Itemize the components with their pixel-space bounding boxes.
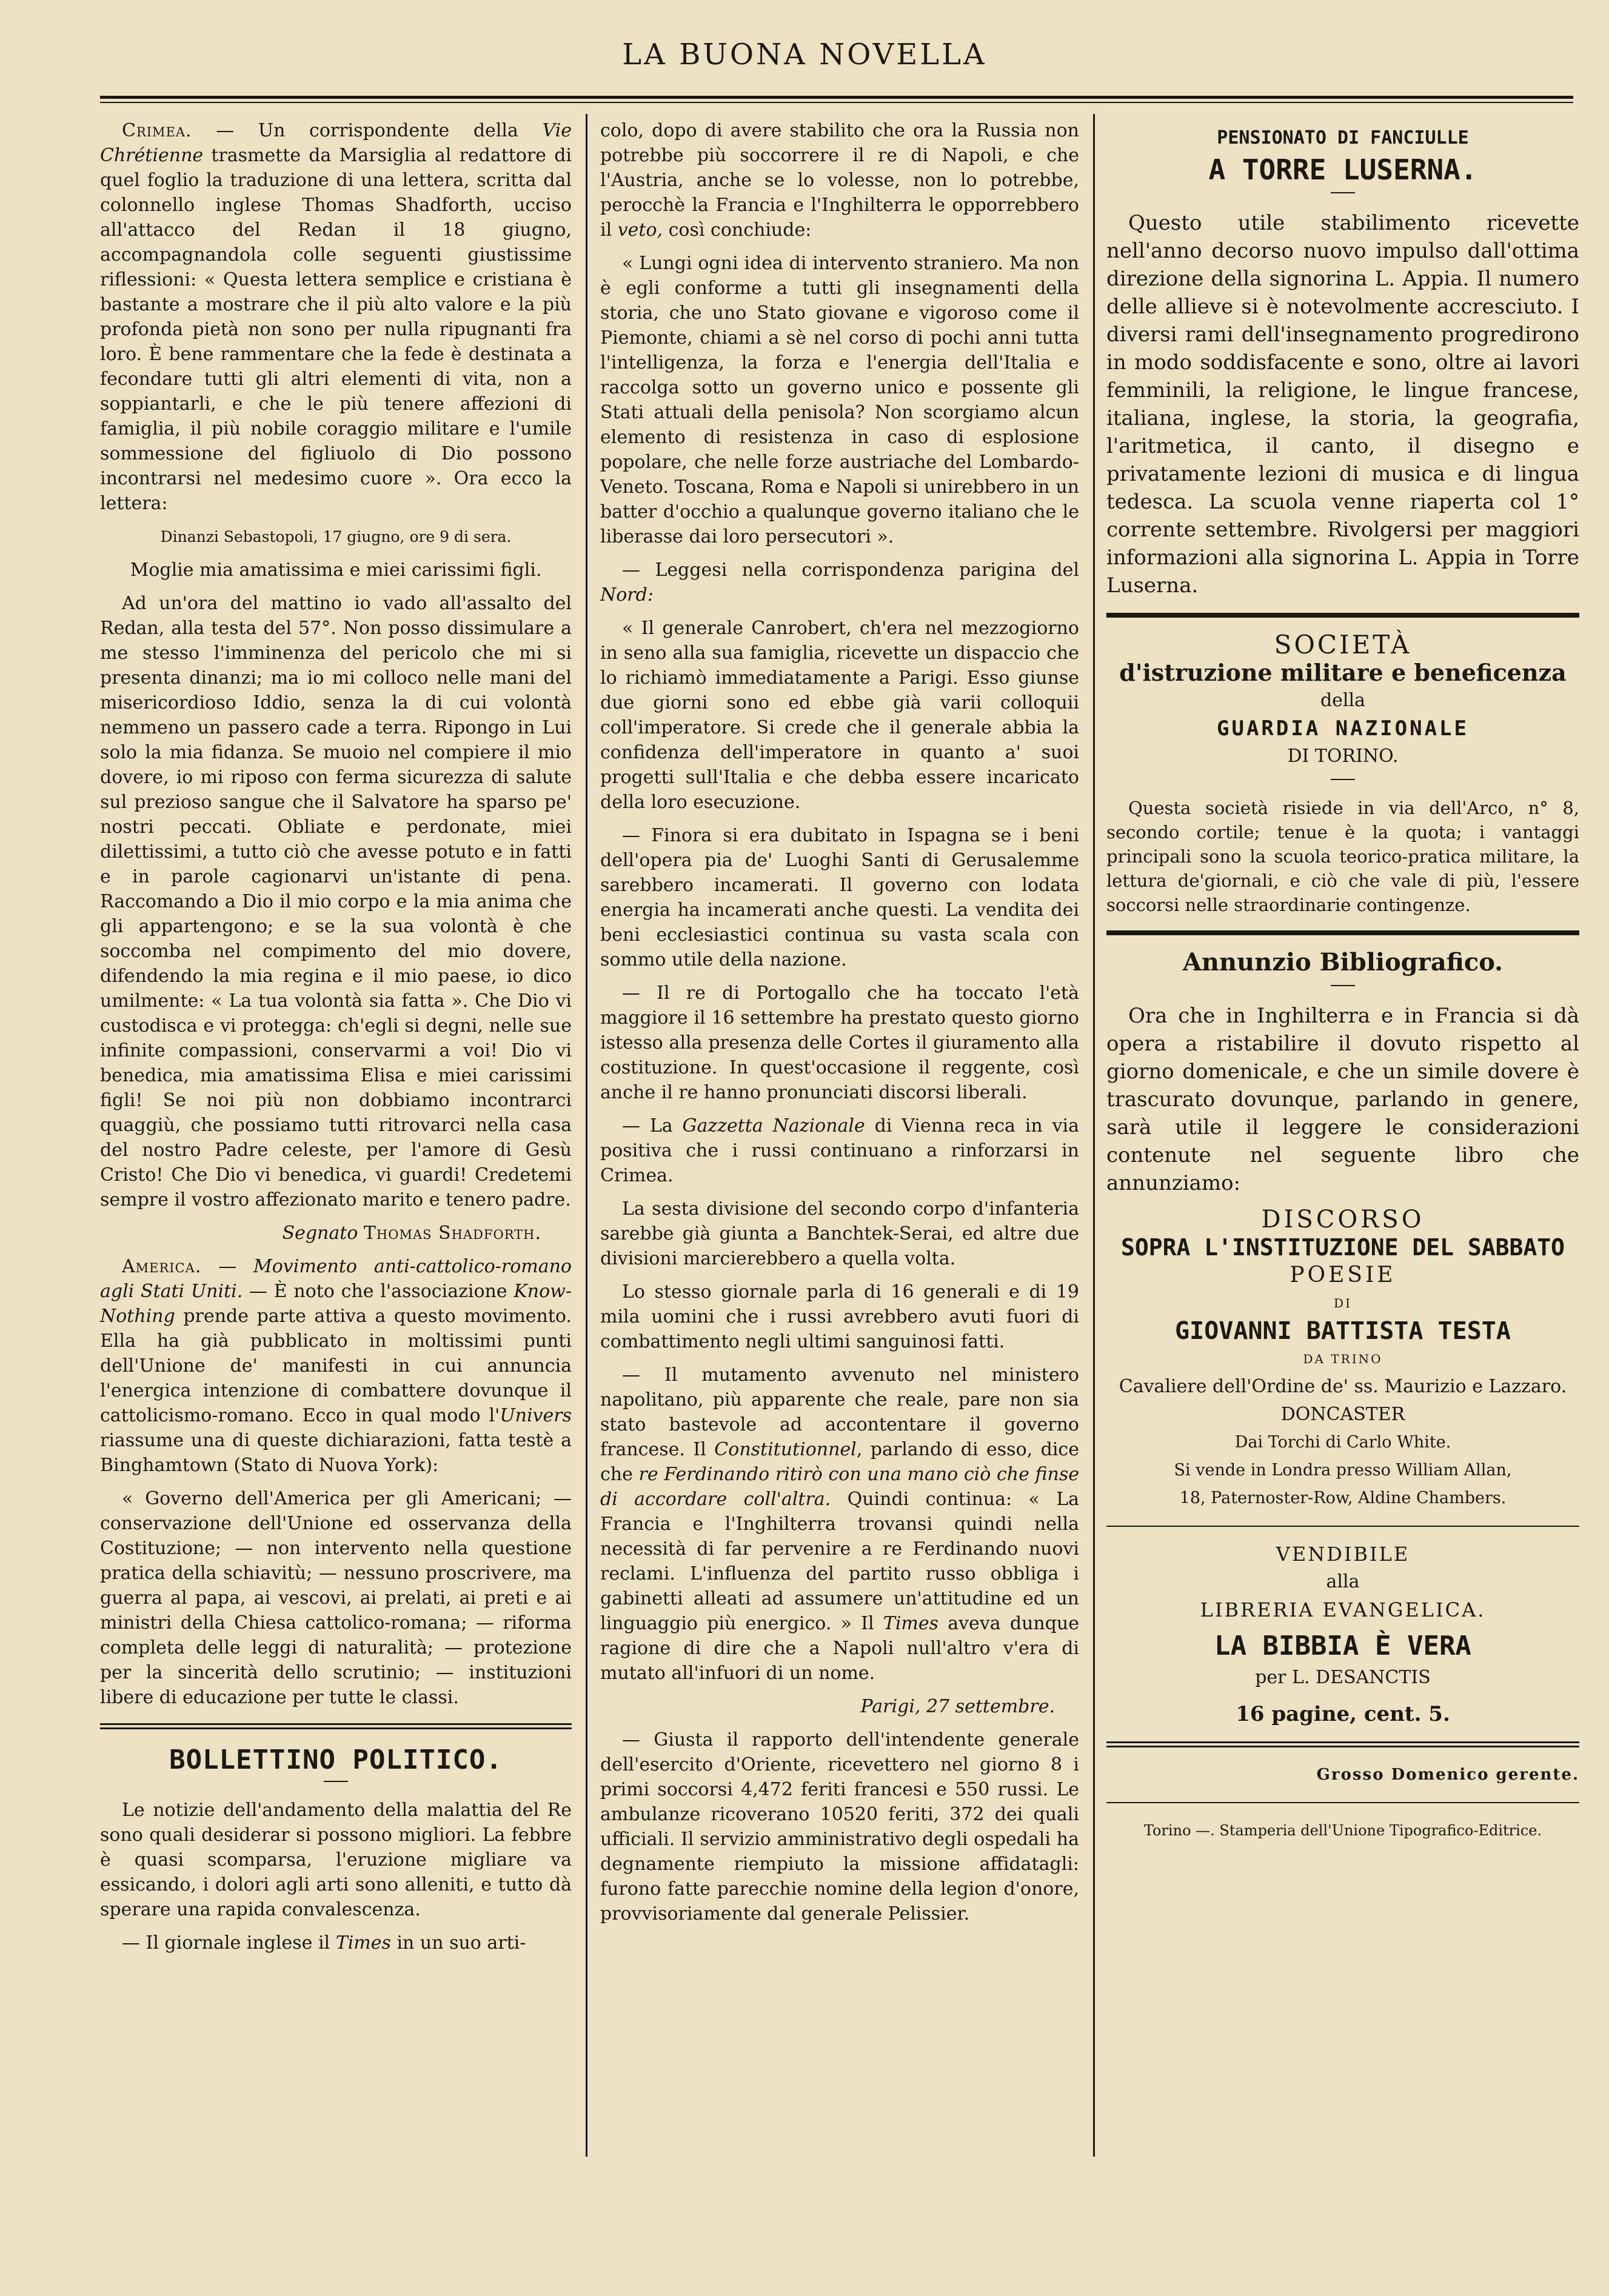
col2-paragraph-8: La sesta divisione del secondo corpo d'infanteria sarebbe già giunta a Banchtek-Serai, ed altre due divisioni marcierebbero a quella volta. — [600, 1198, 1079, 1269]
book-cavaliere: Cavaliere dell'Ordine de' ss. Maurizio e Lazzaro. — [1119, 1376, 1567, 1397]
column-2 — [600, 118, 1079, 1935]
book-address: 18, Paternoster-Row, Aldine Chambers. — [1179, 1489, 1507, 1507]
col2-paragraph-9: Lo stesso giornale parla di 16 generali e di 19 mila uomini che i russi avrebbero avuti fuori di combattimento negli ultimi sanguinosi fatti. — [600, 1281, 1079, 1352]
book-title-1: DISCORSO — [1261, 1206, 1425, 1233]
societa-subtitle: d'istruzione militare e beneficenza — [1119, 659, 1567, 686]
america-quote: « Governo dell'America per gli Americani; — conservazione dell'Unione ed osservanza della Costituzione; — non intervento nella questione pratica della schiavitù; — nessuno proscrivere, ma guerra al papa, ai vescovi, ai prelati, ai preti e ai ministri della Chiesa cattolico-romana; — riforma completa delle leggi di naturalità; — protezione per la sincerità dello scrutinio; — instituzioni libere di educazione per tutte le classi. — [100, 1488, 572, 1708]
col2-paragraph-4: « Il generale Canrobert, ch'era nel mezzogiorno in seno alla sua famiglia, ricevette un dispaccio che lo richiamò immediatamente a Parigi. Esso giunse due giorni sono ed ebbe già varii colloquii coll'imperatore. Si crede che il generale abbia la confidenza dell'imperatore in quanto a' suoi progetti sull'Italia e che debba essere incaricato della loro esecuzione. — [600, 618, 1079, 813]
pensionato-text: Questo utile stabilimento ricevette nell'anno decorso nuovo impulso dall'ottima direzione della signorina L. Appia. Il numero delle allieve si è notevolmente accresciuto. I diversi rami dell'insegnamento progredirono in modo soddisfacente e sono, oltre ai lavori femminili, la religione, le lingue francese, italiana, inglese, la storia, la geografia, l'aritmetica, il canto, il disegno e privatamente lezioni di musica e di lingua tedesca. La scuola venne riaperta col 1° corrente settembre. Rivolgersi per maggiori informazioni alla signorina L. Appia in Torre Luserna. — [1106, 211, 1579, 598]
bollettino-paragraph-1: Le notizie dell'andamento della malattia del Re sono quali desiderar si possono migliori. La febbre è quasi scomparsa, l'eruzione migliare va essicando, i dolori agli arti sono alleniti, e tutto dà sperare una rapida convalescenza. — [100, 1800, 572, 1920]
pensionato-subtitle: A TORRE LUSERNA. — [1208, 153, 1477, 186]
col2-paragraph-5: — Finora si era dubitato in Ispagna se i beni dell'opera pia de' Luoghi Santi di Gerusalemme sarebbero incamerati. Il governo con lodata energia ha incamerati anche questi. La vendita dei beni ecclesiastici continua su vasta scala con sommo utile della nazione. — [600, 825, 1079, 970]
gerente: Grosso Domenico gerente. — [1316, 1766, 1579, 1784]
title-dash — [1331, 192, 1355, 193]
column-divider-1 — [586, 114, 587, 2157]
title-dash — [1331, 985, 1355, 986]
col2-paragraph-1: colo, dopo di avere stabilito che ora la Russia non potrebbe più soccorrere il re di Napoli, e che l'Austria, anche se lo volesse, non lo potrebbe, perocchè la Francia e l'Inghilterra le opporrebbero il veto, così conchiude: — [600, 120, 1079, 241]
col2-paragraph-6: — Il re di Portogallo che ha toccato l'età maggiore il 16 settembre ha prestato questo giorno istesso alla presenza delle Cortes il giuramento alla costituzione. In quest'occasione il reggente, così anche il re hanno pronunciati discorsi liberali. — [600, 983, 1079, 1103]
title-dash — [1331, 779, 1355, 780]
title-dash — [324, 1781, 348, 1782]
letter-dateline: Dinanzi Sebastopoli, 17 giugno, ore 9 di sera. — [160, 528, 512, 546]
book-author: GIOVANNI BATTISTA TESTA — [1175, 1317, 1511, 1345]
bibbia-pages: 16 pagine, cent. 5. — [1236, 1702, 1450, 1726]
col2-paragraph-10: — Il mutamento avvenuto nel ministero napolitano, più apparente che reale, pare non sia stato bastevole ad accontentare il governo francese. Il Constitutionnel, parlando di esso, dice che re Ferdinando ritirò con una mano ciò che finse di accordare coll'altra. Quindi continua: « La Francia e l'Inghilterra trovansi quindi nella necessità di far pervenire a re Ferdinando nuovi reclami. L'influenza del partito russo obbliga i gabinetti alleati ad assumere un'attitudine ed un linguaggio più energico. » Il Times aveva dunque ragione di dire che a Napoli null'altro v'era di mutato all'infuori di un nome. — [600, 1364, 1079, 1684]
america-paragraph: America. — Movimento anti-cattolico-romano agli Stati Uniti. — È noto che l'associazione Know-Nothing prende parte attiva a questo movimento. Ella ha già pubblicato in moltissimi punti dell'Unione de' manifesti in cui annuncia l'energica intenzione di combattere dovunque il cattolicismo-romano. Ecco in qual modo l'Univers riassume una di queste dichiarazioni, fatta testè a Binghamtown (Stato di Nuova York): — [100, 1256, 572, 1476]
printer-line: Torino —. Stamperia dell'Unione Tipografico-Editrice. — [1143, 1822, 1542, 1839]
col2-paragraph-2: « Lungi ogni idea di intervento straniero. Ma non è egli conforme a tutti gli insegnamenti della storia, che uno Stato giovane e vigoroso come il Piemonte, chiami a sè nel corso di pochi anni tutta l'intelligenza, la forza e l'energia dell'Italia e raccolga sotto un governo unico e possente gli Stati attuali della penisola? Non scorgiamo alcun elemento di resistenza in caso di esplosione popolare, che nelle forze austriache del Lombardo-Veneto. Toscana, Roma e Napoli si unirebbero in un batter d'occhio a qualunque governo italiano che le liberasse dai loro persecutori ». — [600, 253, 1079, 547]
top-rule-thin — [100, 102, 1573, 103]
letter-body: Ad un'ora del mattino io vado all'assalto del Redan, alla testa del 57°. Non posso dissimulare a me stesso l'imminenza del pericolo che mi si presenta dinanzi; ma io mi colloco nelle mani del misericordioso Iddio, senza la di cui volontà nemmeno un passero cade a terra. Ripongo in Lui solo la mia fidanza. Se muoio nel compiere il mio dovere, io mi riposo con ferma sicurezza di salute sul prezioso sangue che il Salvatore ha sparso pe' nostri peccati. Obliate e perdonate, miei dilettissimi, a tutto ciò che avesse potuto e in fatti e in parole cagionarvi un'istante di pena. Raccomando a Dio il mio corpo e la mia anima che gli appartengono; e se la sua volontà è che soccomba nel compimento del mio dovere, difendendo la mia regina e il mio paese, io dico umilmente: « La tua volontà sia fatta ». Che Dio vi custodisca e vi protegga: ch'egli si degni, nelle sue infinite compassioni, conservarmi a voi! Dio vi benedica, mia amatissima Elisa e miei carissimi figli! Se noi più non dobbiamo incontrarci quaggiù, che possiamo tutti ritrovarci nella casa del nostro Padre celeste, per l'amore di Gesù Cristo! Che Dio vi benedica, vi guardi! Credetemi sempre il vostro affezionato marito e tenero padre. — [100, 593, 572, 1210]
col2-paragraph-3: — Leggesi nella corrispondenza parigina del Nord: — [600, 559, 1079, 606]
book-doncaster: DONCASTER — [1280, 1404, 1405, 1425]
section-rule — [1106, 1802, 1579, 1803]
column-divider-2 — [1093, 114, 1095, 2157]
book-printer: Dai Torchi di Carlo White. — [1234, 1433, 1451, 1452]
section-rule — [1106, 930, 1579, 935]
bibbia-author: per L. DESANCTIS — [1255, 1667, 1431, 1688]
societa-title: SOCIETÀ — [1274, 630, 1412, 659]
col2-paragraph-7: — La Gazzetta Nazionale di Vienna reca in via positiva che i russi continuano a rinforzarsi in Crimea. — [600, 1115, 1079, 1186]
vendibile: VENDIBILE — [1276, 1543, 1410, 1566]
top-rule — [100, 96, 1573, 99]
societa-guardia: GUARDIA NAZIONALE — [1217, 716, 1469, 741]
bibbia-title: LA BIBBIA È VERA — [1214, 1630, 1471, 1661]
book-title-2: SOPRA L'INSTITUZIONE DEL SABBATO — [1120, 1234, 1565, 1261]
societa-della: della — [1320, 690, 1366, 711]
annunzio-title: Annunzio Bibliografico. — [1182, 948, 1504, 976]
libreria: LIBRERIA EVANGELICA. — [1200, 1598, 1486, 1621]
section-rule — [1106, 613, 1579, 618]
book-title-3: POESIE — [1290, 1263, 1396, 1287]
annunzio-text: Ora che in Inghilterra e in Francia si dà opera a ristabilire il dovuto rispetto al giorno domenicale, e che un simile dovere è trascurato dovunque, parlando in genere, sarà utile il leggere le considerazioni contenute nel seguente libro che annunziamo: — [1106, 1004, 1579, 1195]
book-da-trino: DA TRINO — [1303, 1352, 1383, 1366]
crimea-paragraph: Crimea. — Un corrispondente della Vie Chrétienne trasmette da Marsiglia al redattore di quel foglio la traduzione di una lettera, scritta dal colonnello inglese Thomas Shadforth, ucciso all'attacco del Redan il 18 giugno, accompagnandola colle seguenti giustissime riflessioni: « Questa lettera semplice e cristiana è bastante a mostrare che il più alto valore e la più profonda pietà non sono per nulla ripugnanti fra loro. È bene rammentare che la fede è destinata a fecondare tutti gli altri elementi di vita, non a soppiantarli, e che le più tenere affezioni di famiglia, il più nobile coraggio militare e l'umile sommessione del figliuolo di Dio possono incontrarsi nel medesimo cuore ». Ora ecco la lettera: — [100, 120, 572, 514]
section-rule — [1106, 1741, 1579, 1747]
book-seller: Si vende in Londra presso William Allan, — [1174, 1461, 1512, 1480]
bollettino-title: BOLLETTINO POLITICO. — [169, 1744, 503, 1775]
column-1 — [100, 118, 572, 1964]
col2-paragraph-11: — Giusta il rapporto dell'intendente generale dell'esercito d'Oriente, ricevettero nel giorno 8 i primi soccorsi 4,472 feriti francesi e 550 russi. Le ambulanze ricoverano 10520 feriti, 372 dei quali ufficiali. Il servizio amministrativo degli ospedali ha degnamente riempiuto la missione affidatagli: furono fatte parecchie nomine della legion d'onore, provvisoriamente dal generale Pelissier. — [600, 1729, 1079, 1924]
bollettino-paragraph-2: — Il giornale inglese il Times in un suo arti- — [122, 1932, 526, 1954]
paris-dateline: Parigi, 27 settembre. — [860, 1696, 1055, 1717]
societa-torino: DI TORINO. — [1287, 746, 1399, 767]
section-rule — [1106, 1526, 1579, 1527]
letter-signature: Segnato Thomas Shadforth. — [282, 1223, 541, 1244]
book-di: DI — [1334, 1296, 1352, 1310]
pensionato-title: PENSIONATO DI FANCIULLE — [1217, 127, 1469, 149]
letter-salutation: Moglie mia amatissima e miei carissimi figli. — [130, 559, 542, 581]
column-3 — [1106, 118, 1579, 1844]
masthead: LA BUONA NOVELLA — [622, 38, 987, 72]
societa-text: Questa società risiede in via dell'Arco, n° 8, secondo cortile; tenue è la quota; i vantaggi principali sono la scuola teorico-pratica militare, la lettura de'giornali, e ciò che vale di più, l'essere soccorsi nelle straordinarie contingenze. — [1106, 798, 1579, 915]
vendibile-alla: alla — [1326, 1571, 1360, 1592]
section-rule — [100, 1723, 572, 1729]
